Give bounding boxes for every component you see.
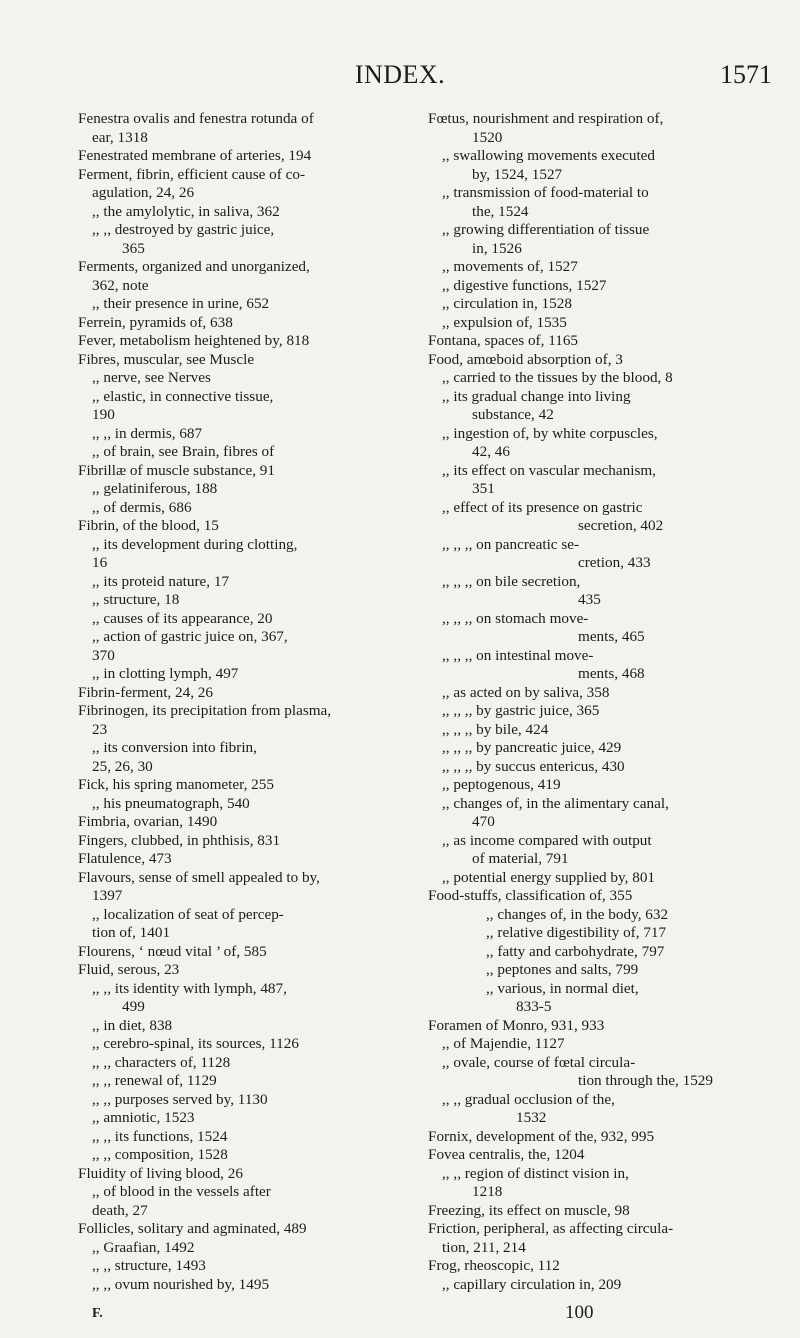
- index-entry: ,, ,, ,, by succus entericus, 430: [442, 757, 625, 775]
- index-entry: 1520: [472, 128, 503, 146]
- index-entry: Ferment, fibrin, efficient cause of co-: [78, 165, 306, 183]
- index-entry: ,, changes of, in the body, 632: [486, 905, 669, 923]
- index-entry: ,, capillary circulation in, 209: [442, 1275, 622, 1293]
- index-entry: 1218: [472, 1183, 503, 1200]
- index-entry: 833-5: [516, 998, 552, 1015]
- index-entry: Fimbria, ovarian, 1490: [78, 813, 218, 830]
- index-entry: Fontana, spaces of, 1165: [428, 332, 579, 349]
- index-entry: ,, relative digestibility of, 717: [486, 924, 667, 941]
- index-entry: ,, nerve, see Nerves: [92, 369, 211, 386]
- index-entry: ,, as income compared with output: [442, 831, 652, 849]
- index-entry: ,, of dermis, 686: [92, 498, 192, 516]
- index-entry: Fluid, serous, 23: [78, 961, 180, 978]
- index-entry: ,, in diet, 838: [92, 1016, 173, 1034]
- page-footer: [0, 1302, 800, 1330]
- index-entry: 190: [92, 406, 115, 423]
- index-entry: ,, ,, ovum nourished by, 1495: [92, 1275, 270, 1293]
- index-entry: 1397: [92, 887, 123, 904]
- index-entry: 1532: [516, 1109, 547, 1126]
- index-entry: of material, 791: [472, 850, 569, 867]
- index-entry: ,, as acted on by saliva, 358: [442, 683, 610, 701]
- index-entry: ments, 465: [578, 628, 645, 645]
- index-entry: ,, ,, ,, on stomach move-: [442, 609, 589, 627]
- index-entry: Ferments, organized and unorganized,: [78, 258, 310, 275]
- index-entry: Ferrein, pyramids of, 638: [78, 313, 233, 331]
- index-entry: Frog, rheoscopic, 112: [428, 1257, 560, 1274]
- index-entry: ,, ,, in dermis, 687: [92, 424, 203, 442]
- index-entry: ,, ,, ,, on intestinal move-: [442, 646, 594, 664]
- index-entry: ,, cerebro-spinal, its sources, 1126: [92, 1035, 299, 1052]
- index-entry: ,, ,, ,, by bile, 424: [442, 720, 549, 738]
- index-entry: ,, its development during clotting,: [92, 535, 298, 553]
- index-entry: Fibrillæ of muscle substance, 91: [78, 461, 275, 479]
- index-entry: 42, 46: [472, 443, 510, 460]
- index-entry: ,, peptogenous, 419: [442, 776, 561, 793]
- index-entry: tion through the, 1529: [578, 1072, 713, 1089]
- index-entry: ,, ,, ,, by gastric juice, 365: [442, 702, 600, 719]
- index-entry: ,, localization of seat of percep-: [92, 905, 284, 923]
- index-entry: ,, of Majendie, 1127: [442, 1035, 565, 1052]
- catchword: 100: [565, 1302, 594, 1323]
- index-entry: Freezing, its effect on muscle, 98: [428, 1201, 630, 1219]
- index-entry: agulation, 24, 26: [92, 184, 195, 201]
- index-entry: ,, of blood in the vessels after: [92, 1183, 271, 1200]
- index-entry: in, 1526: [472, 239, 522, 257]
- index-entry: ,, elastic, in connective tissue,: [92, 387, 274, 405]
- index-entry: 16: [92, 554, 108, 571]
- index-entry: ,, circulation in, 1528: [442, 295, 572, 312]
- index-entry: by, 1524, 1527: [472, 165, 563, 183]
- page-header: [0, 60, 800, 90]
- index-entry: Follicles, solitary and agminated, 489: [78, 1220, 307, 1237]
- index-entry: Fenestra ovalis and fenestra rotunda of: [78, 110, 314, 127]
- index-entry: ,, its gradual change into living: [442, 387, 631, 405]
- index-entry: ear, 1318: [92, 128, 148, 146]
- index-entry: 23: [92, 720, 108, 738]
- index-entry: 362, note: [92, 276, 149, 294]
- index-entry: 470: [472, 813, 495, 830]
- index-entry: Flourens, ‘ nœud vital ’ of, 585: [78, 942, 267, 960]
- index-entry: ,, ,, its functions, 1524: [92, 1127, 228, 1145]
- index-entry: ,, ,, structure, 1493: [92, 1257, 206, 1274]
- index-entry: ,, ,, gradual occlusion of the,: [442, 1090, 615, 1108]
- index-entry: ,, its proteid nature, 17: [92, 572, 230, 590]
- index-entry: the, 1524: [472, 202, 529, 220]
- index-entry: ,, amniotic, 1523: [92, 1109, 195, 1126]
- index-entry: ,, growing differentiation of tissue: [442, 221, 650, 238]
- index-entry: ,, peptones and salts, 799: [486, 961, 639, 978]
- index-entry: ,, fatty and carbohydrate, 797: [486, 942, 665, 960]
- signature-mark: F.: [92, 1306, 103, 1321]
- index-entry: ,, his pneumatograph, 540: [92, 794, 250, 812]
- index-entry: Fingers, clubbed, in phthisis, 831: [78, 831, 281, 849]
- index-entry: Fever, metabolism heightened by, 818: [78, 332, 310, 349]
- index-entry: ,, movements of, 1527: [442, 258, 578, 275]
- index-entry: ,, ,, ,, on pancreatic se-: [442, 535, 580, 553]
- index-entry: Fibrin, of the blood, 15: [78, 517, 219, 534]
- index-entry: 370: [92, 646, 115, 664]
- index-entry: ,, action of gastric juice on, 367,: [92, 628, 288, 645]
- index-entry: Fibrin-ferment, 24, 26: [78, 683, 213, 701]
- index-entry: ,, its effect on vascular mechanism,: [442, 461, 656, 479]
- index-entry: ,, potential energy supplied by, 801: [442, 868, 656, 886]
- index-entry: substance, 42: [472, 406, 554, 423]
- index-entry: Flavours, sense of smell appealed to by,: [78, 868, 320, 886]
- index-entry: Fibrinogen, its precipitation from plasma,: [78, 702, 332, 719]
- index-entry: 351: [472, 480, 495, 497]
- index-entry: ,, the amylolytic, in saliva, 362: [92, 202, 280, 220]
- index-entry: Fœtus, nourishment and respiration of,: [428, 110, 664, 127]
- index-entry: Fibres, muscular, see Muscle: [78, 350, 255, 368]
- index-entry: ,, carried to the tissues by the blood, 8: [442, 369, 673, 386]
- index-entry: ,, structure, 18: [92, 591, 180, 608]
- index-entry: ,, in clotting lymph, 497: [92, 665, 239, 682]
- index-entry: 499: [122, 998, 145, 1015]
- index-entry: Food, amœboid absorption of, 3: [428, 350, 623, 368]
- index-entry: ,, of brain, see Brain, fibres of: [92, 443, 275, 460]
- index-entry: ,, ,, renewal of, 1129: [92, 1072, 217, 1089]
- index-entry: secretion, 402: [578, 517, 664, 534]
- index-entry: ,, ,, ,, on bile secretion,: [442, 572, 581, 590]
- index-entry: ,, ,, ,, by pancreatic juice, 429: [442, 739, 622, 756]
- index-entry: Flatulence, 473: [78, 850, 172, 867]
- index-entry: ,, digestive functions, 1527: [442, 276, 607, 294]
- index-entry: ments, 468: [578, 665, 645, 682]
- index-entry: ,, Graafian, 1492: [92, 1238, 195, 1256]
- index-column-left: [78, 110, 418, 1294]
- index-entry: ,, expulsion of, 1535: [442, 313, 567, 331]
- index-entry: ,, ovale, course of fœtal circula-: [442, 1053, 636, 1071]
- index-entry: tion of, 1401: [92, 924, 171, 941]
- index-entry: Fornix, development of the, 932, 995: [428, 1127, 655, 1145]
- index-entry: ,, ,, characters of, 1128: [92, 1053, 231, 1071]
- index-entry: ,, gelatiniferous, 188: [92, 480, 218, 497]
- index-entry: ,, transmission of food-material to: [442, 184, 649, 201]
- index-entry: Fluidity of living blood, 26: [78, 1164, 243, 1182]
- index-entry: Friction, peripheral, as affecting circula-: [428, 1220, 674, 1237]
- index-entry: ,, effect of its presence on gastric: [442, 498, 643, 516]
- index-entry: 365: [122, 239, 145, 257]
- index-column-right: [428, 110, 768, 1294]
- index-entry: ,, ,, purposes served by, 1130: [92, 1090, 268, 1108]
- page-number: 1571: [720, 60, 772, 89]
- index-entry: ,, their presence in urine, 652: [92, 295, 270, 312]
- index-entry: Foramen of Monro, 931, 933: [428, 1016, 605, 1034]
- index-entry: 435: [578, 591, 601, 608]
- index-entry: 25, 26, 30: [92, 757, 153, 775]
- index-entry: Fenestrated membrane of arteries, 194: [78, 147, 312, 164]
- index-entry: ,, swallowing movements executed: [442, 147, 655, 164]
- index-entry: ,, ,, its identity with lymph, 487,: [92, 979, 287, 997]
- index-entry: ,, its conversion into fibrin,: [92, 739, 257, 756]
- index-entry: tion, 211, 214: [442, 1238, 526, 1256]
- page-title: INDEX.: [354, 60, 446, 89]
- index-entry: Fick, his spring manometer, 255: [78, 776, 274, 793]
- index-entry: ,, various, in normal diet,: [486, 979, 639, 997]
- index-entry: ,, ,, region of distinct vision in,: [442, 1164, 629, 1182]
- index-entry: ,, ingestion of, by white corpuscles,: [442, 424, 658, 442]
- index-entry: cretion, 433: [578, 554, 651, 571]
- index-entry: Fovea centralis, the, 1204: [428, 1146, 585, 1163]
- index-entry: ,, ,, destroyed by gastric juice,: [92, 221, 275, 238]
- index-entry: Food-stuffs, classification of, 355: [428, 887, 633, 904]
- index-entry: ,, ,, composition, 1528: [92, 1146, 228, 1163]
- index-entry: death, 27: [92, 1201, 148, 1219]
- index-entry: ,, causes of its appearance, 20: [92, 609, 273, 627]
- index-entry: ,, changes of, in the alimentary canal,: [442, 794, 669, 812]
